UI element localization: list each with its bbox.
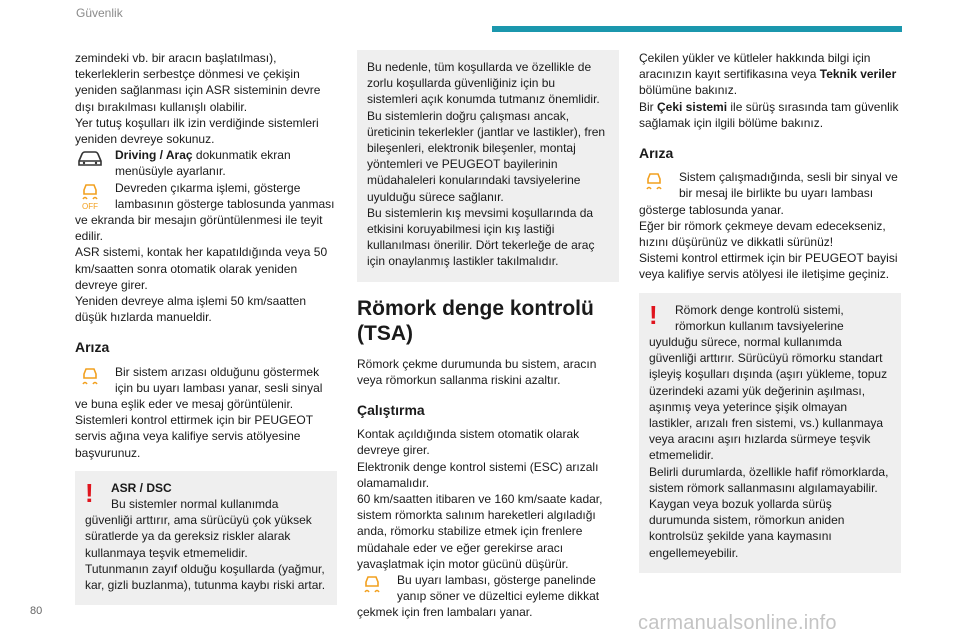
- tsa-box-paragraph-2: Belirli durumlarda, özellikle hafif römorklarda, sistem römork sallanmasını algılamayabilir.: [649, 464, 889, 495]
- driving-menu-text: dokunmatik ekran menüsüyle ayarlanır.: [115, 148, 291, 179]
- skid-warning-icon: [357, 572, 395, 598]
- driving-menu-label: Driving / Araç: [115, 148, 193, 163]
- tsa-fault-paragraph: Sistem çalışmadığında, sesli bir sinyal ve bir mesaj ile birlikte bu uyarı lambası gösterge tablosunda yanar.: [639, 170, 898, 217]
- info-paragraph-1: Çekilen yükler ve kütleler hakkında bilgi için aracınızın kayıt sertifikasına veya Teknik veriler bölümüne bakınız.: [639, 51, 897, 98]
- operation-paragraph-2: Elektronik denge kontrol sistemi (ESC) arızalı olamamalıdır.: [357, 459, 599, 490]
- operation-heading: Çalıştırma: [357, 402, 425, 419]
- page-header-title: Güvenlik: [76, 6, 123, 20]
- page-number: 80: [30, 605, 43, 617]
- systems-paragraph-1: Bu nedenle, tüm koşullarda ve özellikle de zorlu koşullarda güvenliğiniz için bu sistemleri açık konumda tutmanız önemlidir.: [367, 60, 600, 107]
- info-paragraph-2: Bir Çeki sistemi ile sürüş sırasında tam güvenlik sağlamak için ilgili bölüme bakınız.: [639, 99, 899, 130]
- lamp-row: [357, 572, 619, 621]
- car-icon: [75, 147, 113, 173]
- tsa-fault-paragraph-3: Sistemi kontrol ettirmek için bir PEUGEOT bayisi veya kalifiye servis atölyesi ile iletişime geçiniz.: [639, 251, 898, 282]
- systems-paragraph-3: Bu sistemlerin kış mevsimi koşullarında da etkisini koruyabilmesi için kış lastiği kullanılması önerilir. Dört tekerleğe de araç için onaylanmış lastikler takılmalıdır.: [367, 205, 595, 269]
- deactivate-row: [75, 180, 337, 245]
- asr-dsc-warning-box: [75, 471, 337, 605]
- manual-paragraph: Yeniden devreye alma işlemi 50 km/saatten düşük hızlarda manueldir.: [75, 294, 307, 325]
- driving-row: [75, 147, 337, 179]
- exclamation-icon: !: [649, 299, 658, 330]
- operation-paragraph-3: 60 km/saatten itibaren ve 160 km/saate kadar, sistem römorkta salınım hareketleri algıladığı anda, römorku stabilize etmek için frenlere müdahale eder ve eğer gerekirse aracı yavaşlatmak için motor gücünü düşürür.: [357, 492, 603, 571]
- tsa-heading: Römork denge kontrolü (TSA): [357, 296, 594, 345]
- lamp-paragraph: Bu uyarı lambası, gösterge panelinde yanıp söner ve düzeltici eyleme dikkat çekmek için fren lambaları yanar.: [357, 573, 600, 620]
- technical-data-link: Teknik veriler: [819, 67, 897, 82]
- fault-check-paragraph: Sistemleri kontrol ettirmek için bir PEUGEOT servis ağına veya kalifiye servis atölyesine başvurunuz.: [75, 413, 313, 460]
- header-accent-bar: [492, 26, 902, 32]
- tsa-fault-paragraph-2: Eğer bir römork çekmeye devam edecekseniz, hızını düşürünüz ve dikkatli sürünüz!: [639, 218, 886, 250]
- watermark: carmanualsonline.info: [638, 612, 837, 634]
- operation-paragraph-1: Kontak açıldığında sistem otomatik olarak devreye girer.: [357, 427, 580, 458]
- asr-reset-paragraph: ASR sistemi, kontak her kapatıldığında veya 50 km/saatten sonra otomatik olarak yeniden devreye girer.: [75, 245, 328, 292]
- tsa-fault-row: [639, 169, 901, 218]
- skid-warning-icon: [75, 364, 113, 390]
- deactivate-paragraph: Devreden çıkarma işlemi, gösterge lambasının gösterge tablosunda yanması ve ekranda bir mesajın görüntülenmesi ile teyit edilir.: [75, 180, 335, 244]
- skid-warning-icon: [639, 169, 677, 195]
- fault-heading: Arıza: [75, 339, 110, 356]
- systems-paragraph-2: Bu sistemlerin doğru çalışması ancak, üreticinin tekerlekler (jantlar ve lastikler), fren bileşenleri, elektronik bileşenler, montaj yöntemleri ve PEUGEOT bayilerinin müdahaleleri konularındaki tavsiyelerine uyulduğu sürece sağlanır.: [367, 108, 606, 204]
- column-middle: [357, 50, 619, 621]
- exclamation-icon: !: [85, 477, 94, 508]
- asr-dsc-text-2: Tutunmanın zayıf olduğu koşullarda (yağmur, kar, gizli buzlanma), tutunma kaybı riski artar.: [85, 561, 326, 593]
- tsa-box-paragraph-1: Römork denge kontrolü sistemi, römorkun kullanım tavsiyelerine uyulduğu sürece, normal kullanımda güvenliği arttırır. Sürücüyü römorku standart işleyiş koşulları dışında (aşırı yükleme, topuz üzerindeki azami yük değerinin aşılması, aşınmış veya yeterince şişik olmayan lastikler, arızalı fren sistemi, vs.) kullanmaya veya aracını aşırı hızlarda sürmeye teşvik etmemelidir.: [649, 302, 888, 463]
- tsa-box-paragraph-3: Kaygan veya bozuk yollarda sürüş durumunda sistem, römorkun aniden kontrolsüz şekilde yana kaymasını engellemeyebilir.: [649, 497, 845, 560]
- asr-dsc-text: Bu sistemler normal kullanımda güvenliği arttırır, ama sürücüyü çok yüksek süratlerde ya da gereksiz riskler alarak kullanmaya teşvik etmemelidir.: [85, 497, 312, 560]
- tsa-warning-box: [639, 293, 901, 573]
- fault-heading: Arıza: [639, 145, 674, 162]
- towing-system-link: Çeki sistemi: [657, 99, 728, 114]
- svg-text:OFF: OFF: [82, 201, 98, 210]
- asr-dsc-title: ASR / DSC: [111, 480, 172, 495]
- column-right: [639, 50, 901, 573]
- skid-off-warning-icon: [75, 180, 113, 210]
- restart-paragraph: Yer tutuş koşulları ilk izin verdiğinde sistemleri yeniden devreye sokunuz.: [75, 115, 319, 147]
- systems-info-box: [357, 50, 619, 282]
- intro-paragraph: zemindeki vb. bir aracın başlatılması), tekerleklerin serbestçe dönmesi ve çekişin yeniden sağlanması için ASR sisteminin devre dışı bırakılması kullanışlı olabilir.: [75, 51, 321, 114]
- column-left: [75, 50, 337, 605]
- fault-paragraph: Bir sistem arızası olduğunu göstermek için bu uyarı lambası yanar, sesli sinyal ve buna eşlik eder ve mesaj görüntülenir.: [75, 364, 323, 412]
- fault-row: [75, 364, 337, 413]
- tsa-intro: Römork çekme durumunda bu sistem, aracın veya römorkun sallanma riskini azaltır.: [357, 356, 597, 387]
